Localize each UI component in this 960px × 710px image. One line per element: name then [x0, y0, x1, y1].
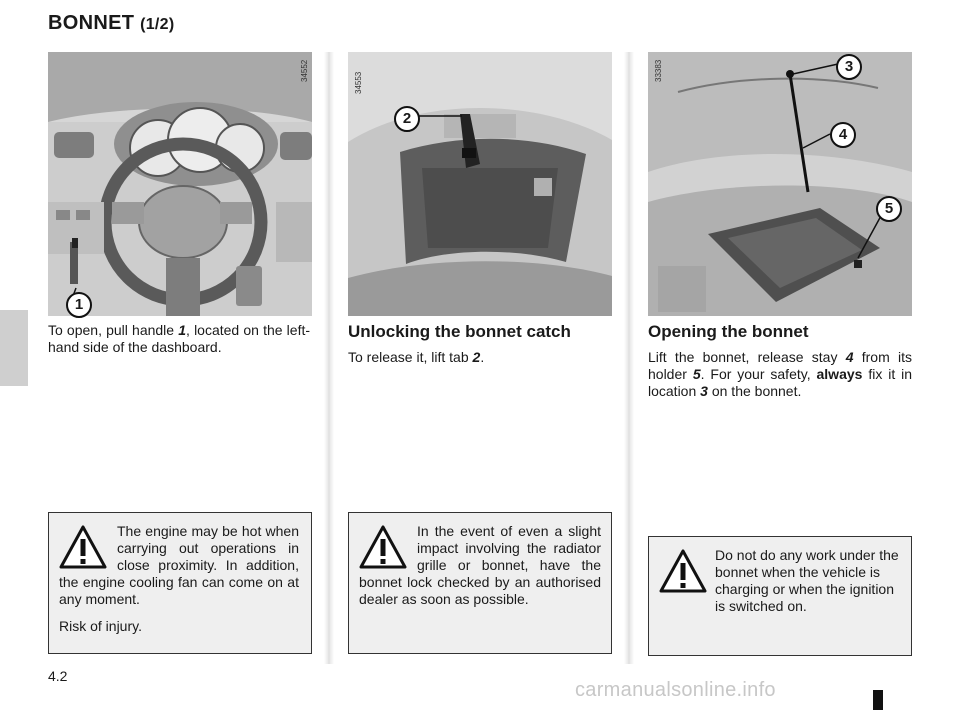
- instruction-ref: 4: [845, 349, 854, 365]
- corner-mark: [873, 690, 883, 710]
- warning-box: [48, 512, 312, 654]
- engine-bay-illustration: [648, 52, 912, 316]
- callout-5: 5: [876, 196, 902, 222]
- page-title: [48, 12, 175, 35]
- warning-line: Risk of injury.: [59, 618, 142, 634]
- page-number: 4.2: [48, 668, 68, 684]
- warning-text: [359, 523, 601, 608]
- section-heading: Opening the bonnet: [648, 322, 809, 341]
- callout-2: 2: [394, 106, 420, 132]
- column-2-instruction: [348, 349, 610, 366]
- instruction-text: from its holder: [648, 349, 913, 382]
- warning-line: Do not do any work under the bonnet when the vehicle is charging or when the ignition is switched on.: [715, 547, 899, 614]
- callout-3: 3: [836, 54, 862, 80]
- image-reference-number: 34553: [354, 71, 363, 94]
- watermark: carmanualsonline.info: [575, 679, 776, 701]
- dashboard-illustration: [48, 52, 312, 316]
- instruction-text: . For your safety,: [700, 366, 817, 382]
- warning-box: [648, 536, 912, 656]
- instruction-text: Lift the bonnet, release stay: [648, 349, 846, 365]
- instruction-text: , located on the left-hand side of the dashboard.: [48, 322, 311, 355]
- instruction-text: .: [480, 349, 485, 365]
- instruction-ref: 1: [178, 322, 187, 338]
- warning-triangle-icon: [659, 549, 707, 593]
- section-heading: Unlocking the bonnet catch: [348, 322, 571, 341]
- page-title-text: BONNET: [48, 12, 135, 34]
- column-3-instruction: [648, 349, 912, 400]
- engine-bay-photo: [648, 52, 912, 316]
- instruction-text: fix it in location: [648, 366, 912, 399]
- column-1-instruction: [48, 322, 310, 356]
- dashboard-handle-photo: [48, 52, 312, 316]
- callout-4: 4: [830, 122, 856, 148]
- bonnet-catch-illustration: [348, 52, 612, 316]
- instruction-text: To open, pull handle: [48, 322, 179, 338]
- warning-text: [59, 523, 299, 635]
- instruction-ref: 5: [692, 366, 701, 382]
- instruction-text: To release it, lift tab: [348, 349, 473, 365]
- column-separator: [624, 52, 634, 664]
- page-title-suffix: (1/2): [140, 16, 175, 33]
- instruction-ref: 3: [700, 383, 708, 399]
- instruction-emphasis: always: [816, 366, 863, 382]
- chapter-side-tab: [0, 310, 28, 386]
- image-reference-number: 33383: [654, 59, 663, 82]
- callout-1: 1: [66, 292, 92, 318]
- bonnet-catch-photo: [348, 52, 612, 316]
- warning-line: In the event of even a slight impact involving the radiator grille or bonnet, have the bonnet lock checked by an authorised dealer as soon as possible.: [359, 523, 601, 607]
- warning-line: The engine may be hot when carrying out operations in close proximity. In addition, the engine cooling fan can come on at any moment.: [59, 523, 299, 607]
- warning-box: [348, 512, 612, 654]
- image-reference-number: 34552: [300, 59, 309, 82]
- column-separator: [324, 52, 334, 664]
- instruction-text: on the bonnet.: [707, 383, 802, 399]
- instruction-ref: 2: [472, 349, 481, 365]
